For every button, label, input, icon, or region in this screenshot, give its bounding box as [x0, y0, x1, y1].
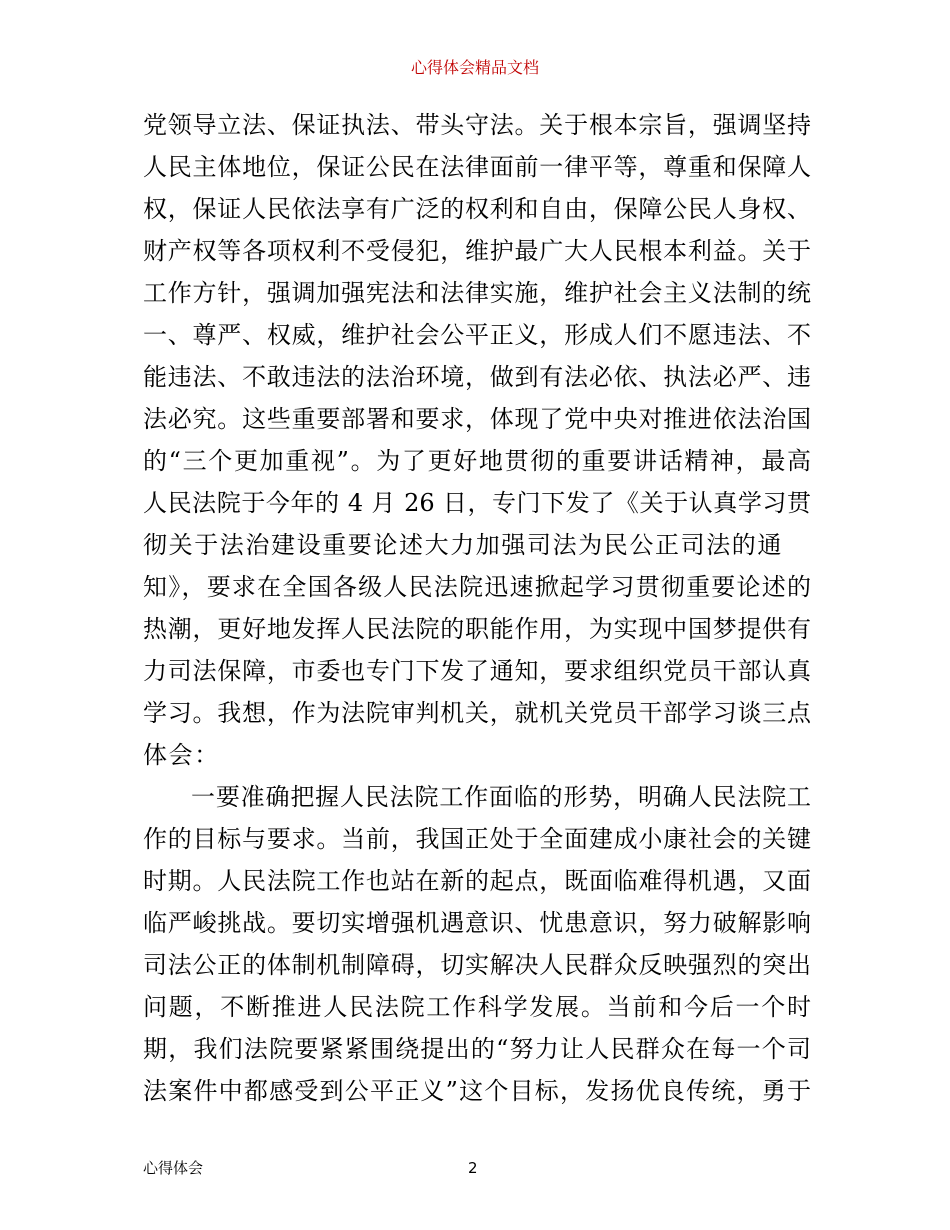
text-line: 问题，不断推进人民法院工作科学发展。当前和今后一个时: [143, 993, 811, 1021]
page-footer: [0, 1156, 950, 1180]
text-line: 时期。人民法院工作也站在新的起点，既面临难得机遇，又面: [143, 867, 811, 895]
page-number: 2: [468, 1159, 478, 1177]
text-line: 工作方针，强调加强宪法和法律实施，维护社会主义法制的统: [143, 279, 811, 307]
document-body: [143, 104, 811, 1112]
text-line: 力司法保障，市委也专门下发了通知，要求组织党员干部认真: [143, 657, 811, 685]
text-line: 法必究。这些重要部署和要求，体现了党中央对推进依法治国: [143, 405, 811, 433]
text-line: 作的目标与要求。当前，我国正处于全面建成小康社会的关键: [143, 825, 811, 853]
text-line: 热潮，更好地发挥人民法院的职能作用，为实现中国梦提供有: [143, 615, 811, 643]
text-line: 一、尊严、权威，维护社会公平正义，形成人们不愿违法、不: [143, 321, 811, 349]
text-line: 能违法、不敢违法的法治环境，做到有法必依、执法必严、违: [143, 363, 811, 391]
footer-label: 心得体会: [143, 1159, 204, 1177]
page-header-title: 心得体会精品文档: [410, 58, 539, 77]
text-line: 司法公正的体制机制障碍，切实解决人民群众反映强烈的突出: [143, 951, 811, 979]
text-line: 权，保证人民依法享有广泛的权利和自由，保障公民人身权、: [143, 195, 811, 223]
text-line: 财产权等各项权利不受侵犯，维护最广大人民根本利益。关于: [143, 237, 811, 265]
paragraph-first-line: 一要准确把握人民法院工作面临的形势，明确人民法院工: [191, 783, 811, 811]
text-line: 党领导立法、保证执法、带头守法。关于根本宗旨，强调坚持: [143, 111, 811, 139]
text-line: 法案件中都感受到公平正义”这个目标，发扬优良传统，勇于: [143, 1077, 811, 1105]
text-line: 知》，要求在全国各级人民法院迅速掀起学习贯彻重要论述的: [143, 573, 811, 601]
text-line: 体会：: [143, 741, 220, 769]
text-line: 的“三个更加重视”。为了更好地贯彻的重要讲话精神，最高: [143, 447, 811, 475]
text-line: 彻关于法治建设重要论述大力加强司法为民公正司法的通: [143, 531, 783, 559]
text-line: 人民主体地位，保证公民在法律面前一律平等，尊重和保障人: [143, 153, 811, 181]
text-line: 期，我们法院要紧紧围绕提出的“努力让人民群众在每一个司: [143, 1035, 811, 1063]
text-line: 人民法院于今年的 4 月 26 日，专门下发了《关于认真学习贯: [143, 489, 811, 517]
text-line: 临严峻挑战。要切实增强机遇意识、忧患意识，努力破解影响: [143, 909, 811, 937]
text-line: 学习。我想，作为法院审判机关，就机关党员干部学习谈三点: [143, 699, 811, 727]
